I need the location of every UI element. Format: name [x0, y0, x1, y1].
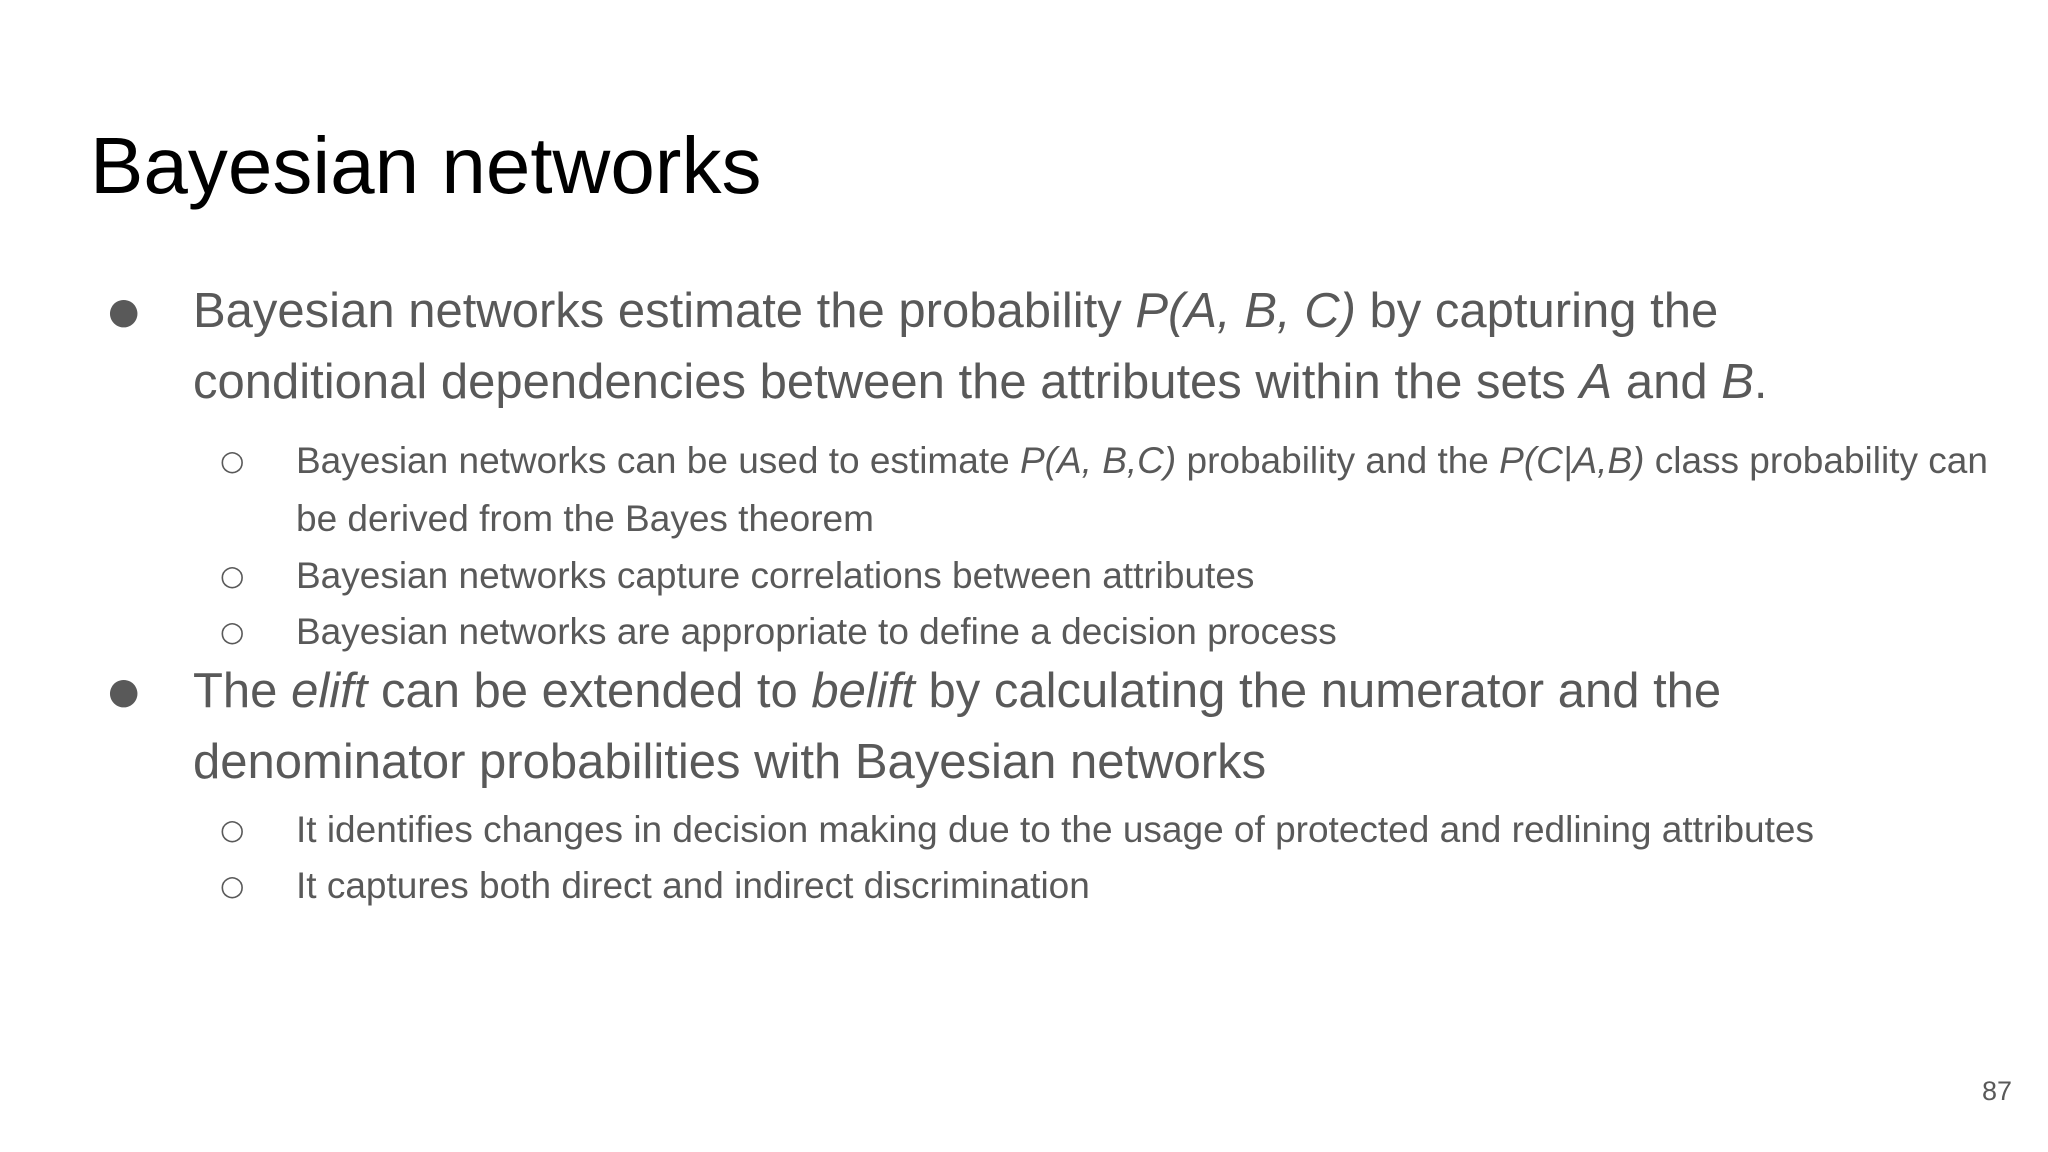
text-run: can be extended to	[367, 664, 812, 718]
sub-bullet-marker: ○	[220, 869, 245, 902]
math-expression: P(A, B,C)	[1019, 440, 1177, 481]
sub-bullet-1-1-text	[296, 432, 2016, 548]
sub-bullet-marker: ○	[220, 444, 245, 477]
text-run: by capturing the conditional dependencies between the attributes within the sets	[193, 284, 1719, 409]
text-run: probability and the	[1176, 440, 1500, 481]
text-run: The	[193, 664, 292, 718]
sub-bullet-2-1-text: It identifies changes in decision making due to the usage of protected and redlining attributes	[296, 809, 1814, 850]
text-run: and	[1612, 355, 1722, 409]
text-run: class probability can be derived from the Bayes theorem	[296, 440, 1988, 539]
sub-bullet-1-3-text: Bayesian networks are appropriate to define a decision process	[296, 611, 1337, 652]
sub-bullet-marker: ○	[220, 813, 245, 846]
text-run: .	[1753, 355, 1768, 409]
math-expression: P(A, B, C)	[1135, 284, 1356, 338]
slide-title: Bayesian networks	[90, 121, 762, 210]
page-number: 87	[1981, 1076, 2012, 1106]
text-run: Bayesian networks can be used to estimate	[296, 440, 1020, 481]
sub-bullet-2-2-text: It captures both direct and indirect discrimination	[296, 865, 1090, 906]
bullet-1-text	[193, 276, 1953, 418]
text-run: Bayesian networks estimate the probability	[193, 284, 1136, 338]
sub-bullet-1-2-text: Bayesian networks capture correlations between attributes	[296, 555, 1255, 596]
bullet-2-text	[193, 656, 1953, 798]
term-elift: elift	[291, 664, 368, 718]
term-belift: belift	[811, 664, 915, 718]
math-expression: P(C|A,B)	[1499, 440, 1645, 481]
bullet-marker: ●	[108, 671, 140, 712]
math-variable: B	[1721, 355, 1754, 409]
text-run: by calculating the numerator and the denominator probabilities with Bayesian networks	[193, 664, 1722, 789]
sub-bullet-marker: ○	[220, 615, 245, 648]
math-variable: A	[1579, 355, 1613, 409]
bullet-marker: ●	[108, 291, 140, 332]
sub-bullet-marker: ○	[220, 559, 245, 592]
